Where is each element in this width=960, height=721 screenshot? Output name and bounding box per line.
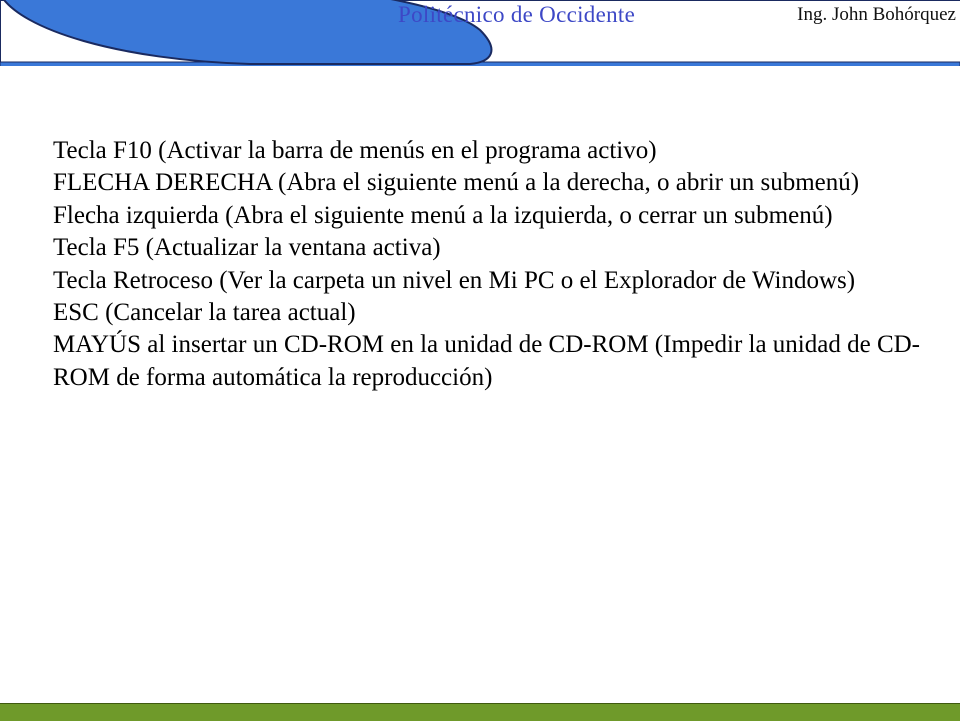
shortcut-item-f10: Tecla F10 (Activar la barra de menús en el programa activo) — [53, 137, 657, 164]
shortcut-item-esc: ESC (Cancelar la tarea actual) — [53, 299, 356, 327]
author-name: Ing. John Bohórquez — [797, 4, 956, 25]
institution-name: Politécnico de Occidente — [398, 2, 636, 27]
shortcut-item-backspace: Tecla Retroceso (Ver la carpeta un nivel en Mi PC o el Explorador de Windows) — [53, 266, 856, 294]
shortcut-item-f5: Tecla F5 (Actualizar la ventana activa) — [53, 234, 441, 262]
shortcut-item-left-arrow: Flecha izquierda (Abra el siguiente menú a la izquierda, o cerrar un submenú) — [53, 201, 833, 229]
shortcut-item-right-arrow: FLECHA DERECHA (Abra el siguiente menú a la derecha, o abrir un submenú) — [53, 169, 860, 197]
shortcut-item-shift-cdrom: MAYÚS al insertar un CD-ROM en la unidad de CD-ROM (Impedir la unidad de CD-ROM de forma automática la reproducción) — [53, 331, 921, 391]
footer-bar — [0, 703, 960, 721]
header — [0, 0, 960, 66]
shortcut-list — [53, 135, 943, 394]
